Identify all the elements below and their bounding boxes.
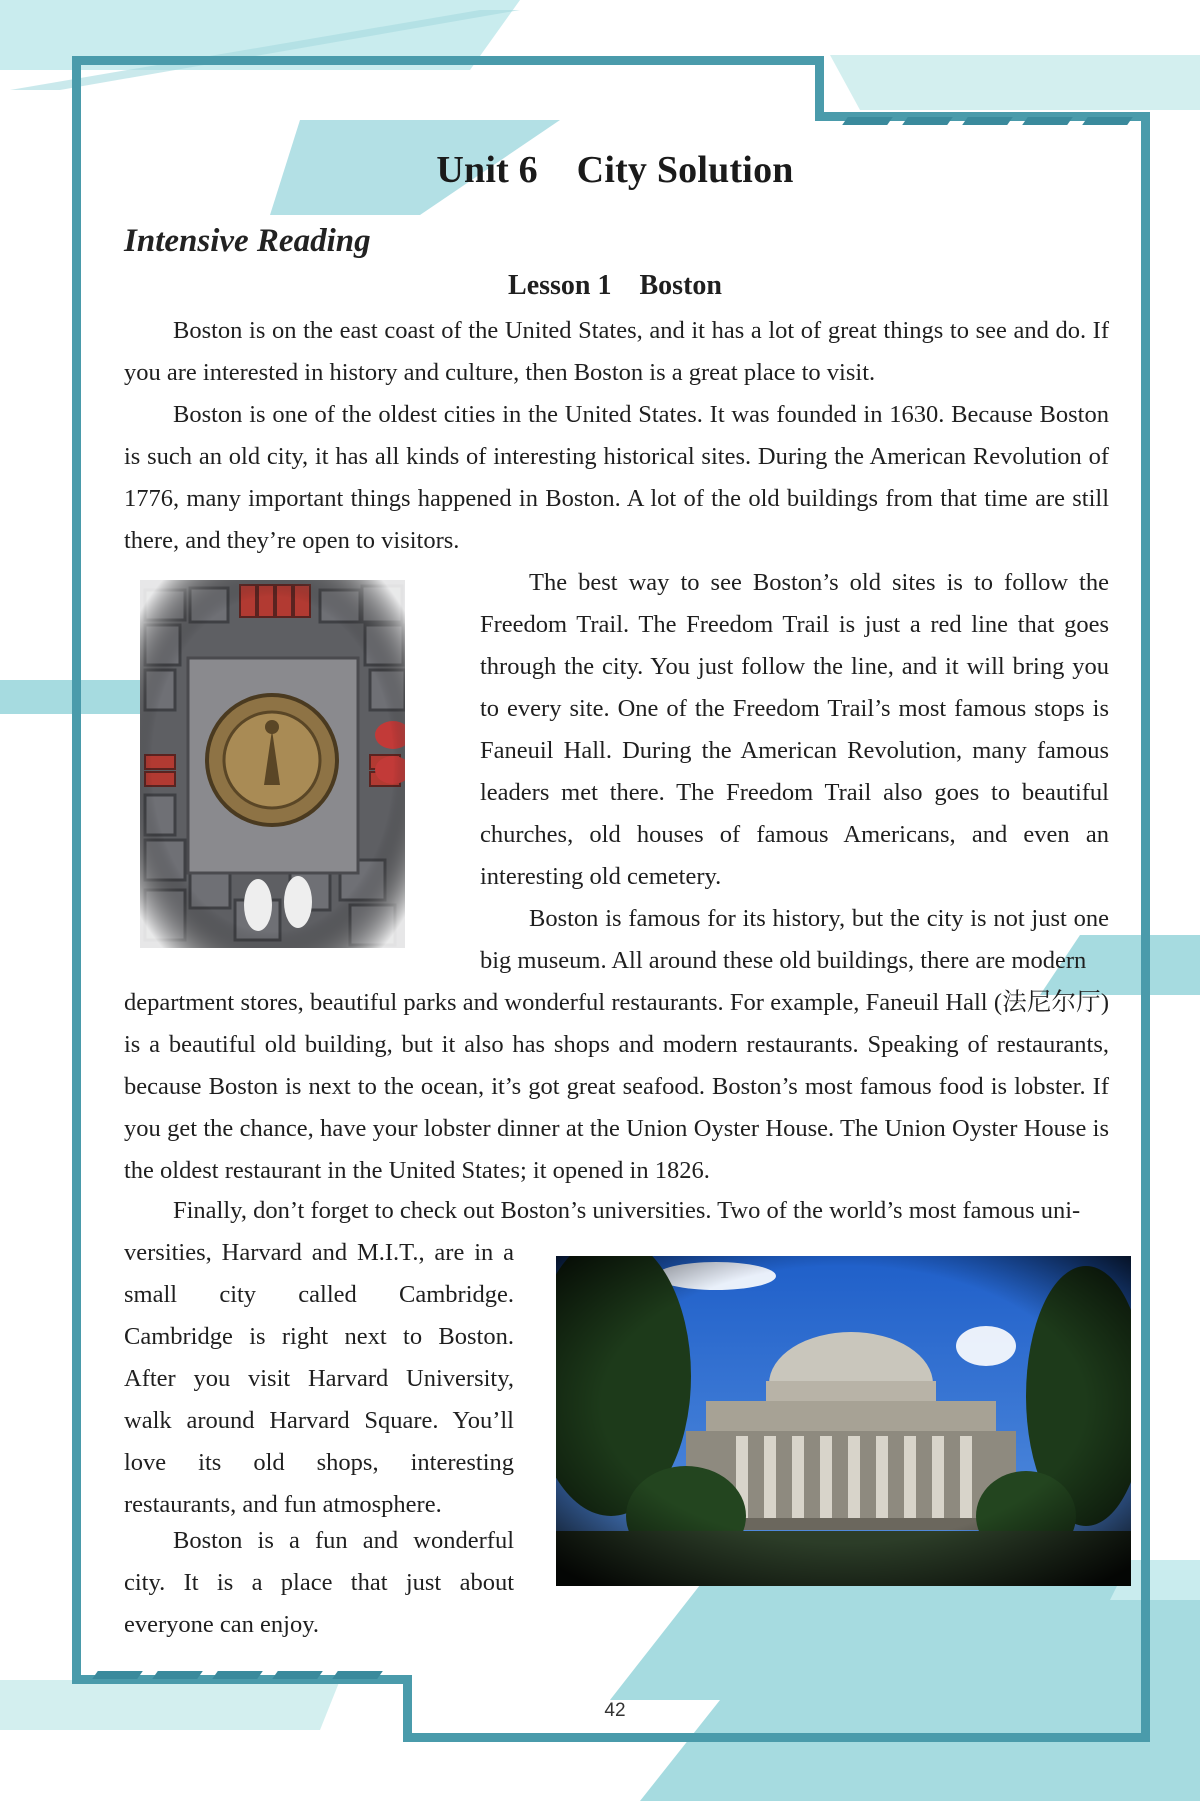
paragraph-universities-cont: versities, Harvard and M.I.T., are in a small city called Cambridge. Cambridge is right next to Boston. After you visit Harvard University, walk around Harvard Square. You’ll love its old shops, interesting restaurants, and fun atmosphere. [124, 1239, 514, 1518]
dash-decoration [842, 117, 893, 125]
paragraph-intro: Boston is on the east coast of the United States, and it has a lot of great things to see and do. If you are interested in history and culture, then Boston is a great place to visit. [124, 317, 1109, 386]
frame-top-left [72, 56, 824, 65]
dash-decoration [212, 1671, 263, 1679]
frame-top-step [815, 56, 824, 120]
dash-decoration [272, 1671, 323, 1679]
page-number: 42 [604, 1700, 626, 1721]
dash-decoration [332, 1671, 383, 1679]
paragraph-freedom-trail: The best way to see Boston’s old sites is to follow the Freedom Trail. The Freedom Trail is just a red line that goes through the city. You just follow the line, and it will bring you to every site. One of the Freedom Trail’s most famous stops is Faneuil Hall. During the American Revolution, many famous leaders met there. The Freedom Trail also goes to beautiful churches, old houses of famous Americans, and even an interesting old cemetery. [480, 569, 1109, 890]
paragraph-modern-city-cont: department stores, beautiful parks and wonderful restaurants. For example, Faneuil Hall (法尼尔厅) is a beautiful old building, but it also has shops and modern restaurants. Speaking of restaurants, because Boston is next to the ocean, it’s got great seafood. Boston’s most famous food is lobster. If you get the chance, have your lobster dinner at the Union Oyster House. The Union Oyster House is the oldest restaurant in the United States; it opened in 1826. [124, 989, 1109, 1184]
dash-decoration [152, 1671, 203, 1679]
dash-decoration [1022, 117, 1073, 125]
dash-decoration [1082, 117, 1133, 125]
frame-bottom-right [403, 1733, 1150, 1742]
paragraph-conclusion: Boston is a fun and wonderful city. It is a place that just about everyone can enjoy. [124, 1527, 514, 1638]
dash-decoration [92, 1671, 143, 1679]
freedom-trail-photo [140, 580, 405, 948]
paragraph-universities-start: Finally, don’t forget to check out Boston’s universities. Two of the world’s most famous uni- [173, 1197, 1081, 1224]
dash-decoration [902, 117, 953, 125]
frame-right [1141, 112, 1150, 1742]
lesson-title: Lesson 1 Boston [508, 270, 722, 301]
paragraph-modern-city-start: Boston is famous for its history, but the city is not just one big museum. All around these old buildings, there are modern [480, 905, 1109, 974]
mit-dome-photo [556, 1256, 1131, 1586]
section-heading: Intensive Reading [124, 223, 371, 259]
unit-title: Unit 6 City Solution [436, 149, 794, 191]
paragraph-history: Boston is one of the oldest cities in the United States. It was founded in 1630. Because Boston is such an old city, it has all kinds of interesting historical sites. During the American Revolution of 1776, many important things happened in Boston. A lot of the old buildings from that time are still there, and they’re open to visitors. [124, 401, 1109, 554]
dash-decoration [962, 117, 1013, 125]
